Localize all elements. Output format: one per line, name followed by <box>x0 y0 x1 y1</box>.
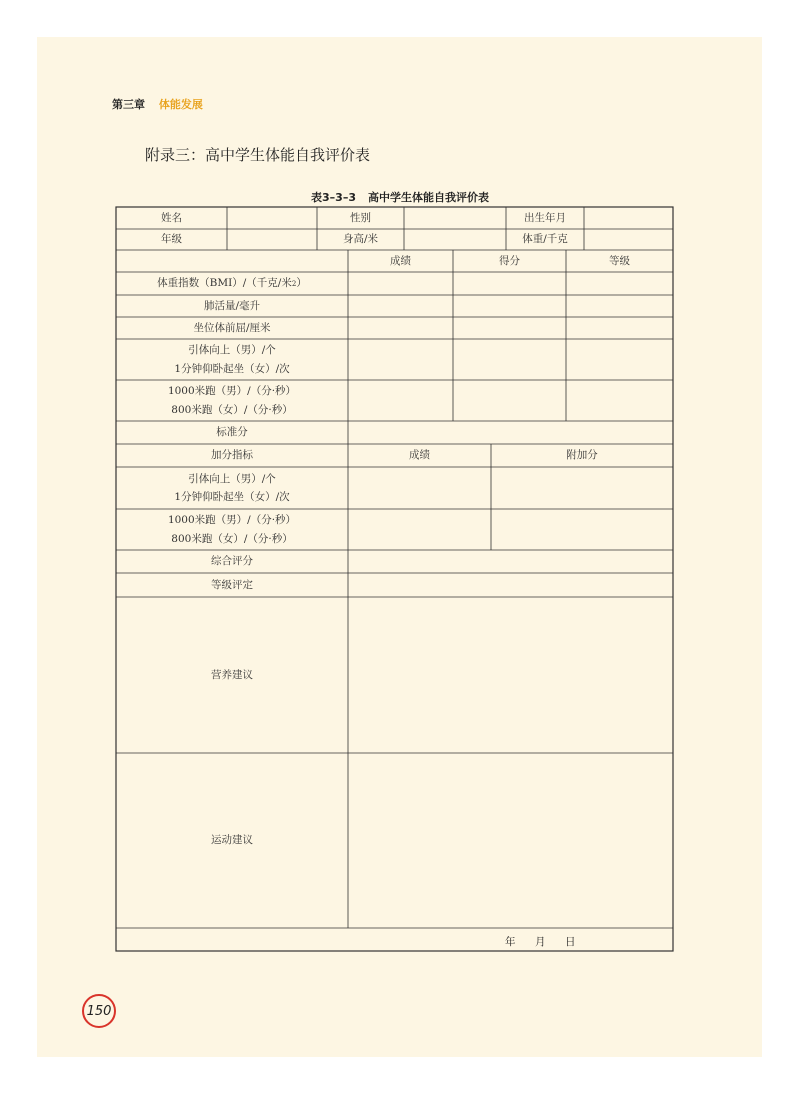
col-level: 等级 <box>609 254 630 267</box>
field-weight[interactable] <box>584 229 673 250</box>
field-exercise[interactable] <box>348 753 673 928</box>
field-nutrition[interactable] <box>348 597 673 753</box>
item-bmi-end: ） <box>296 277 307 290</box>
label-weight: 体重/千克 <box>522 233 568 246</box>
chapter-number: 第三章 <box>112 98 145 111</box>
item-run-line1: 1000米跑（男）/（分·秒） <box>167 385 297 398</box>
col-bonus-extra: 附加分 <box>566 449 598 462</box>
label-gender: 性别 <box>350 211 371 224</box>
caption-title: 高中学生体能自我评价表 <box>367 191 489 204</box>
label-level-assess: 等级评定 <box>211 578 253 591</box>
col-score: 得分 <box>499 254 520 267</box>
item-bmi-text: 体重指数（BMI）/（千克/米 <box>157 277 292 290</box>
item-pullup-line1: 引体向上（男）/个 <box>188 344 276 357</box>
date-year: 年 <box>505 936 516 948</box>
label-grade: 年级 <box>161 233 182 246</box>
item-pullup-line2: 1分钟仰卧起坐（女）/次 <box>174 362 290 375</box>
bonus-run-line1: 1000米跑（男）/（分·秒） <box>167 514 297 527</box>
field-birth[interactable] <box>584 207 673 229</box>
date-line <box>505 934 576 949</box>
label-height: 身高/米 <box>342 233 379 246</box>
item-vital-capacity: 肺活量/毫升 <box>203 299 261 312</box>
field-grade[interactable] <box>227 229 317 250</box>
bonus-run <box>116 509 348 550</box>
bonus-pullup-line2: 1分钟仰卧起坐（女）/次 <box>174 491 290 503</box>
bonus-pullup <box>116 467 348 509</box>
col-result: 成绩 <box>390 254 411 267</box>
label-name: 姓名 <box>161 211 182 224</box>
label-exercise: 运动建议 <box>211 834 253 847</box>
appendix-title: 附录三：高中学生体能自我评价表 <box>145 146 371 164</box>
item-sit-reach: 坐位体前屈/厘米 <box>193 321 271 334</box>
col-bonus-result: 成绩 <box>409 449 430 462</box>
chapter-title: 体能发展 <box>158 98 203 111</box>
field-height[interactable] <box>404 229 506 250</box>
date-day: 日 <box>565 936 576 948</box>
item-run-line2: 800米跑（女）/（分·秒） <box>171 403 293 416</box>
item-pullup <box>116 339 348 380</box>
label-birth: 出生年月 <box>524 211 566 224</box>
label-nutrition: 营养建议 <box>211 668 253 681</box>
bonus-run-line2: 800米跑（女）/（分·秒） <box>171 532 293 545</box>
label-overall: 综合评分 <box>211 555 253 568</box>
bonus-pullup-line1: 引体向上（男）/个 <box>188 472 276 485</box>
date-month: 月 <box>535 936 546 948</box>
field-name[interactable] <box>227 207 317 229</box>
label-standard-score: 标准分 <box>216 426 248 439</box>
item-bmi: 体重指数（BMI）/（千克/米 2 ） <box>116 272 348 295</box>
field-gender[interactable] <box>404 207 506 229</box>
page-number: 150 <box>82 994 116 1028</box>
caption-number: 表3–3–3 <box>311 191 356 204</box>
item-run <box>116 380 348 421</box>
label-bonus-header: 加分指标 <box>211 449 253 462</box>
